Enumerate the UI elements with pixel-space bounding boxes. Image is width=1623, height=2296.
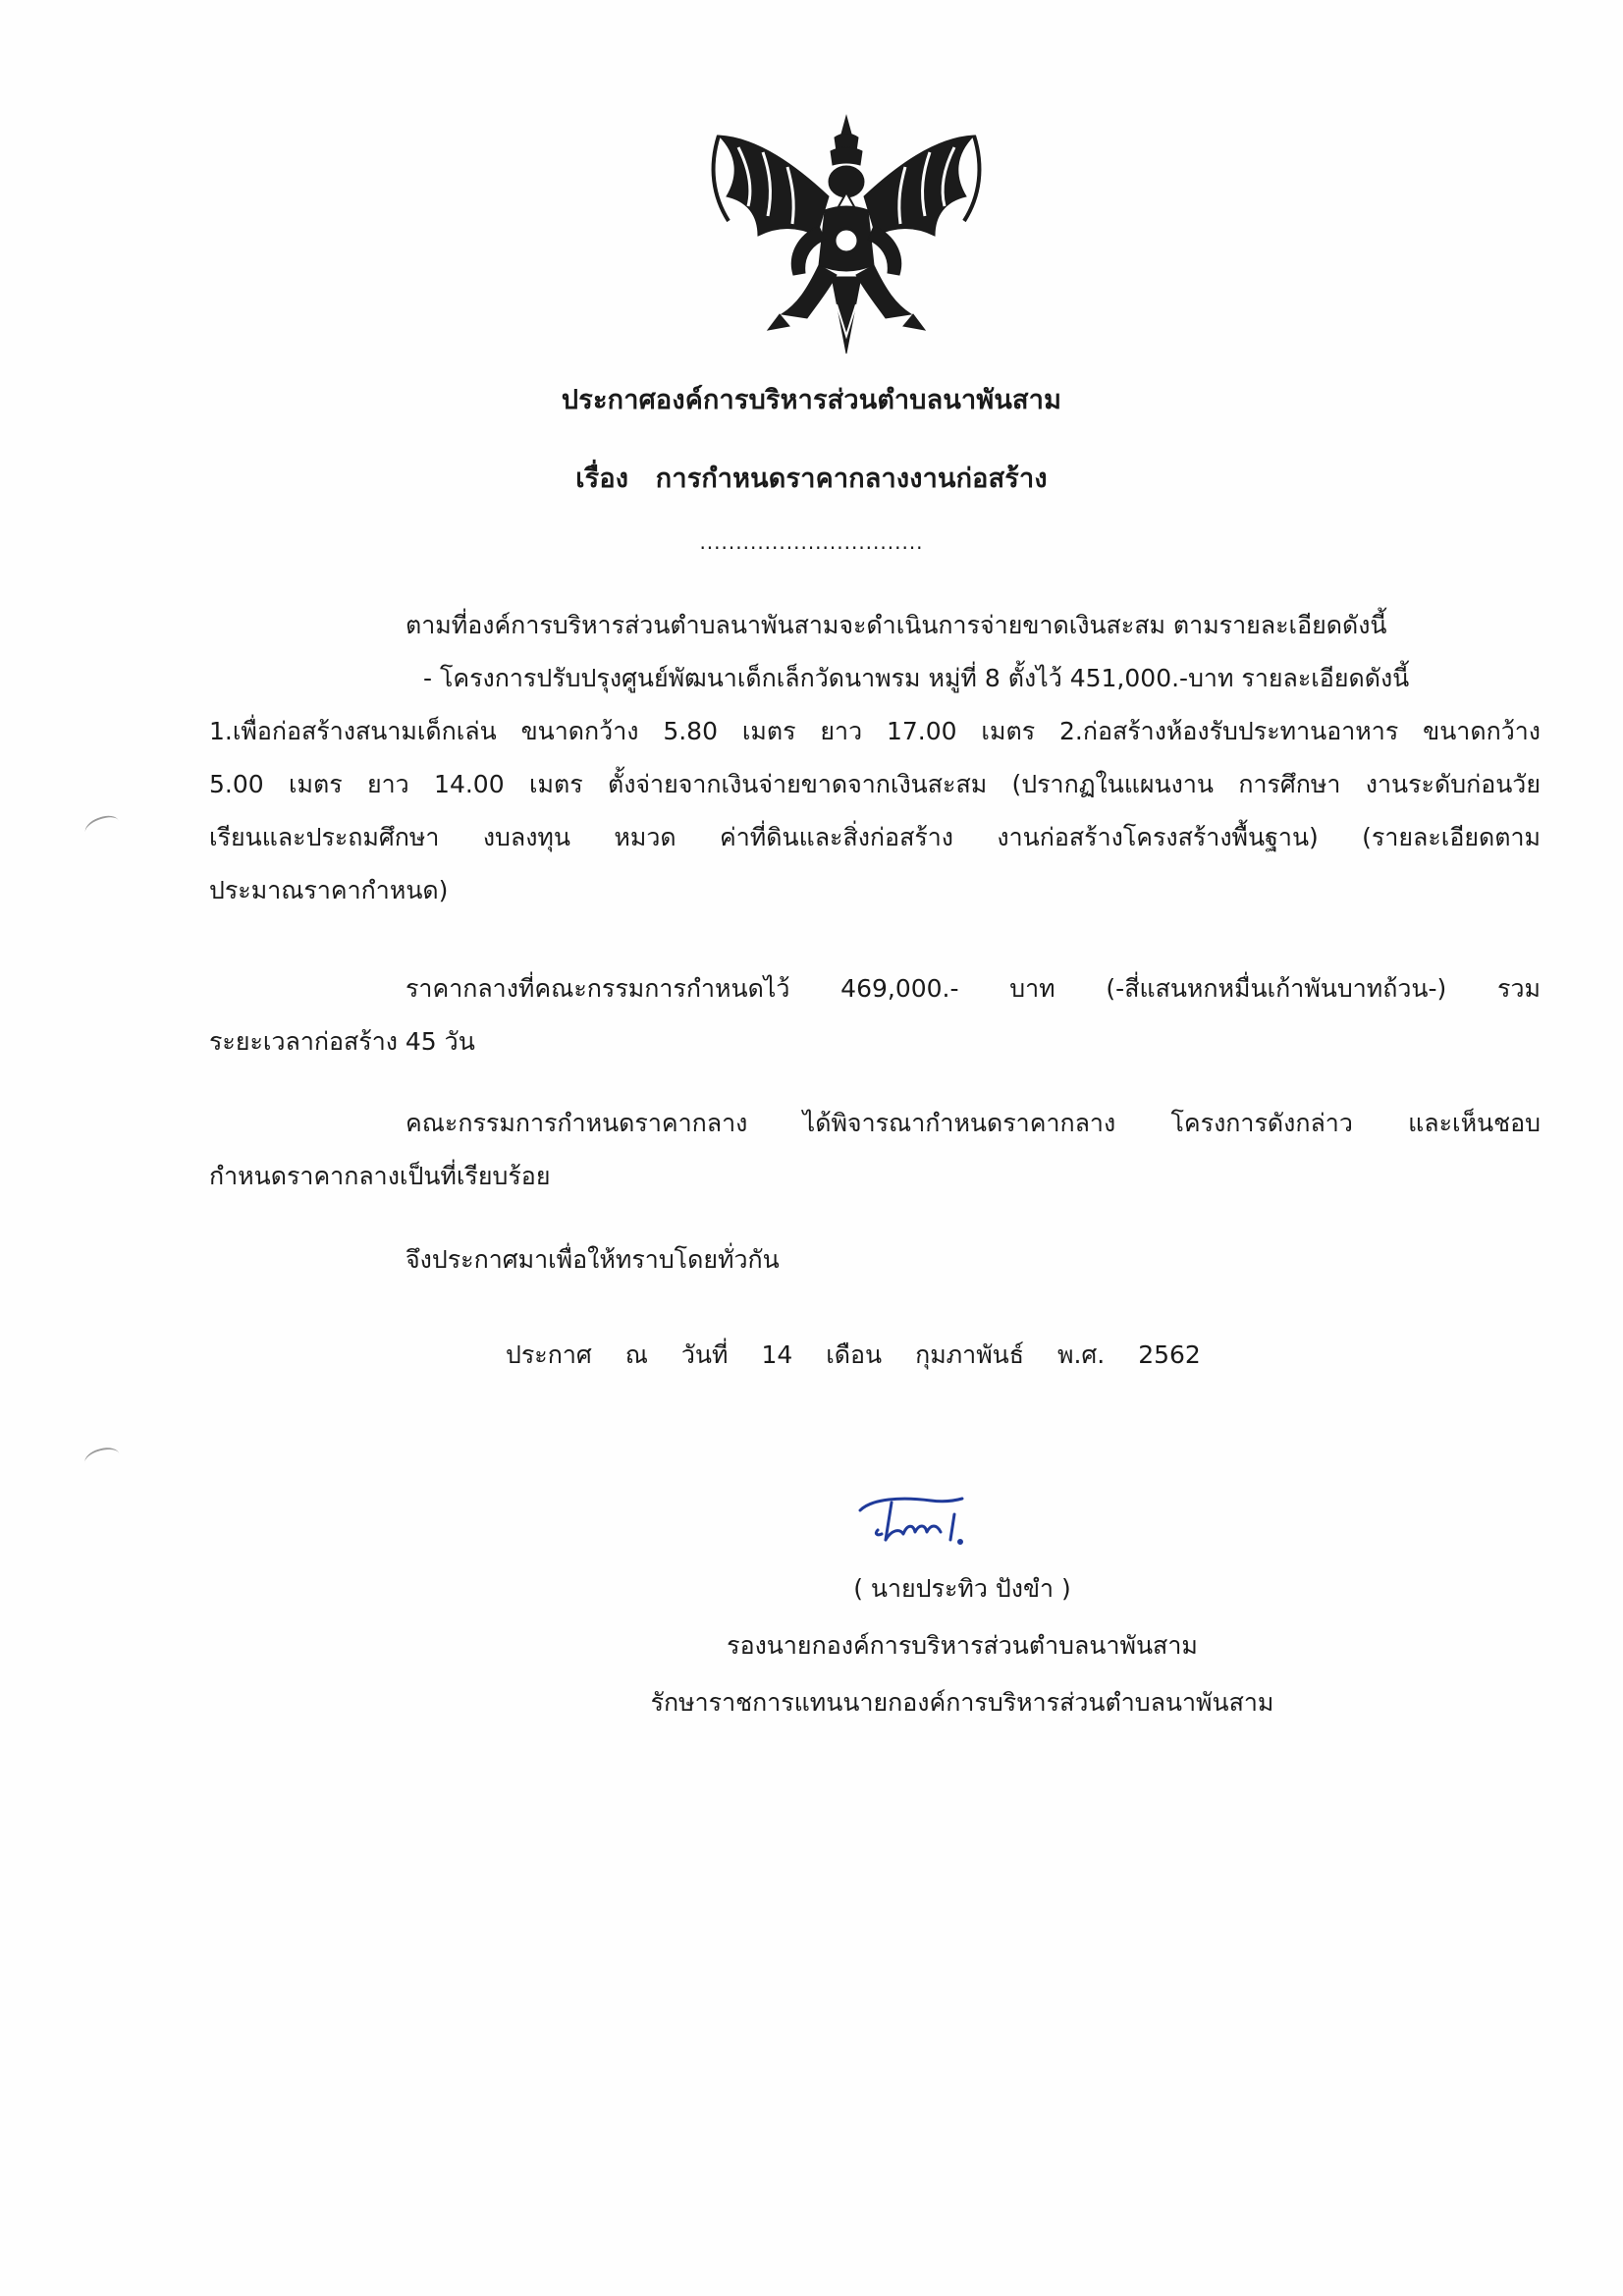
text-line: เรียนและประถมศึกษา งบลงทุน หมวด ค่าที่ดินและสิ่งก่อสร้าง งานก่อสร้างโครงสร้างพื้นฐาน) (รายละเอียดตาม — [209, 823, 1541, 851]
text-line: ระยะเวลาก่อสร้าง 45 วัน — [209, 1027, 475, 1056]
text-line: 1.เพื่อก่อสร้างสนามเด็กเล่น ขนาดกว้าง 5.80 เมตร ยาว 17.00 เมตร 2.ก่อสร้างห้องรับประทานอาหาร ขนาดกว้าง — [209, 717, 1541, 745]
punch-hole-mark — [82, 1445, 122, 1473]
date-at: ณ — [624, 1340, 648, 1369]
date-year: 2562 — [1138, 1340, 1201, 1369]
text-line: คณะกรรมการกำหนดราคากลาง ได้พิจารณากำหนดราคากลาง โครงการดังกล่าว และเห็นชอบ — [406, 1109, 1541, 1137]
paragraph-committee — [209, 1097, 1541, 1203]
date-month-label: เดือน — [826, 1340, 883, 1369]
paragraph-announcement: จึงประกาศมาเพื่อให้ทราบโดยทั่วกัน — [406, 1245, 780, 1274]
paragraph-median-price — [209, 962, 1541, 1068]
text-line: ราคากลางที่คณะกรรมการกำหนดไว้ 469,000.- บาท (-สี่แสนหกหมื่นเก้าพันบาทถ้วน-) รวม — [406, 974, 1541, 1003]
date-day-label: วันที่ — [680, 1340, 729, 1369]
document-subject — [0, 457, 1623, 499]
date-month: กุมภาพันธ์ — [915, 1340, 1025, 1369]
text-line: กำหนดราคากลางเป็นที่เรียบร้อย — [209, 1162, 551, 1190]
signatory-acting-position: รักษาราชการแทนนายกองค์การบริหารส่วนตำบลนาพันสาม — [650, 1688, 1274, 1717]
date-era: พ.ศ. — [1056, 1340, 1106, 1369]
paragraph-project-details — [209, 599, 1541, 917]
signatory-name: ( นายประทิว ปังขำ ) — [853, 1574, 1071, 1603]
document-title: ประกาศองค์การบริหารส่วนตำบลนาพันสาม — [561, 385, 1062, 415]
handwritten-signature-icon — [852, 1485, 990, 1554]
date-day: 14 — [761, 1340, 793, 1369]
subject-label: เรื่อง — [575, 464, 629, 494]
garuda-emblem-icon — [699, 108, 994, 363]
signatory-position: รองนายกองค์การบริหารส่วนตำบลนาพันสาม — [727, 1631, 1198, 1660]
text-line: ตามที่องค์การบริหารส่วนตำบลนาพันสามจะดำเนินการจ่ายขาดเงินสะสม ตามรายละเอียดดังนี้ — [406, 611, 1387, 639]
announcement-date — [506, 1336, 1218, 1375]
subject-text: การกำหนดราคากลางงานก่อสร้าง — [655, 464, 1048, 494]
date-prefix: ประกาศ — [506, 1340, 592, 1369]
text-line: ประมาณราคากำหนด) — [209, 876, 449, 904]
punch-hole-mark — [82, 811, 123, 842]
text-line: - โครงการปรับปรุงศูนย์พัฒนาเด็กเล็กวัดนาพรม หมู่ที่ 8 ตั้งไว้ 451,000.-บาท รายละเอียดดังนี้ — [423, 664, 1410, 692]
title-separator: ............................... — [699, 530, 924, 554]
text-line: 5.00 เมตร ยาว 14.00 เมตร ตั้งจ่ายจากเงินจ่ายขาดจากเงินสะสม (ปรากฏในแผนงาน การศึกษา งานระดับก่อนวัย — [209, 770, 1541, 798]
